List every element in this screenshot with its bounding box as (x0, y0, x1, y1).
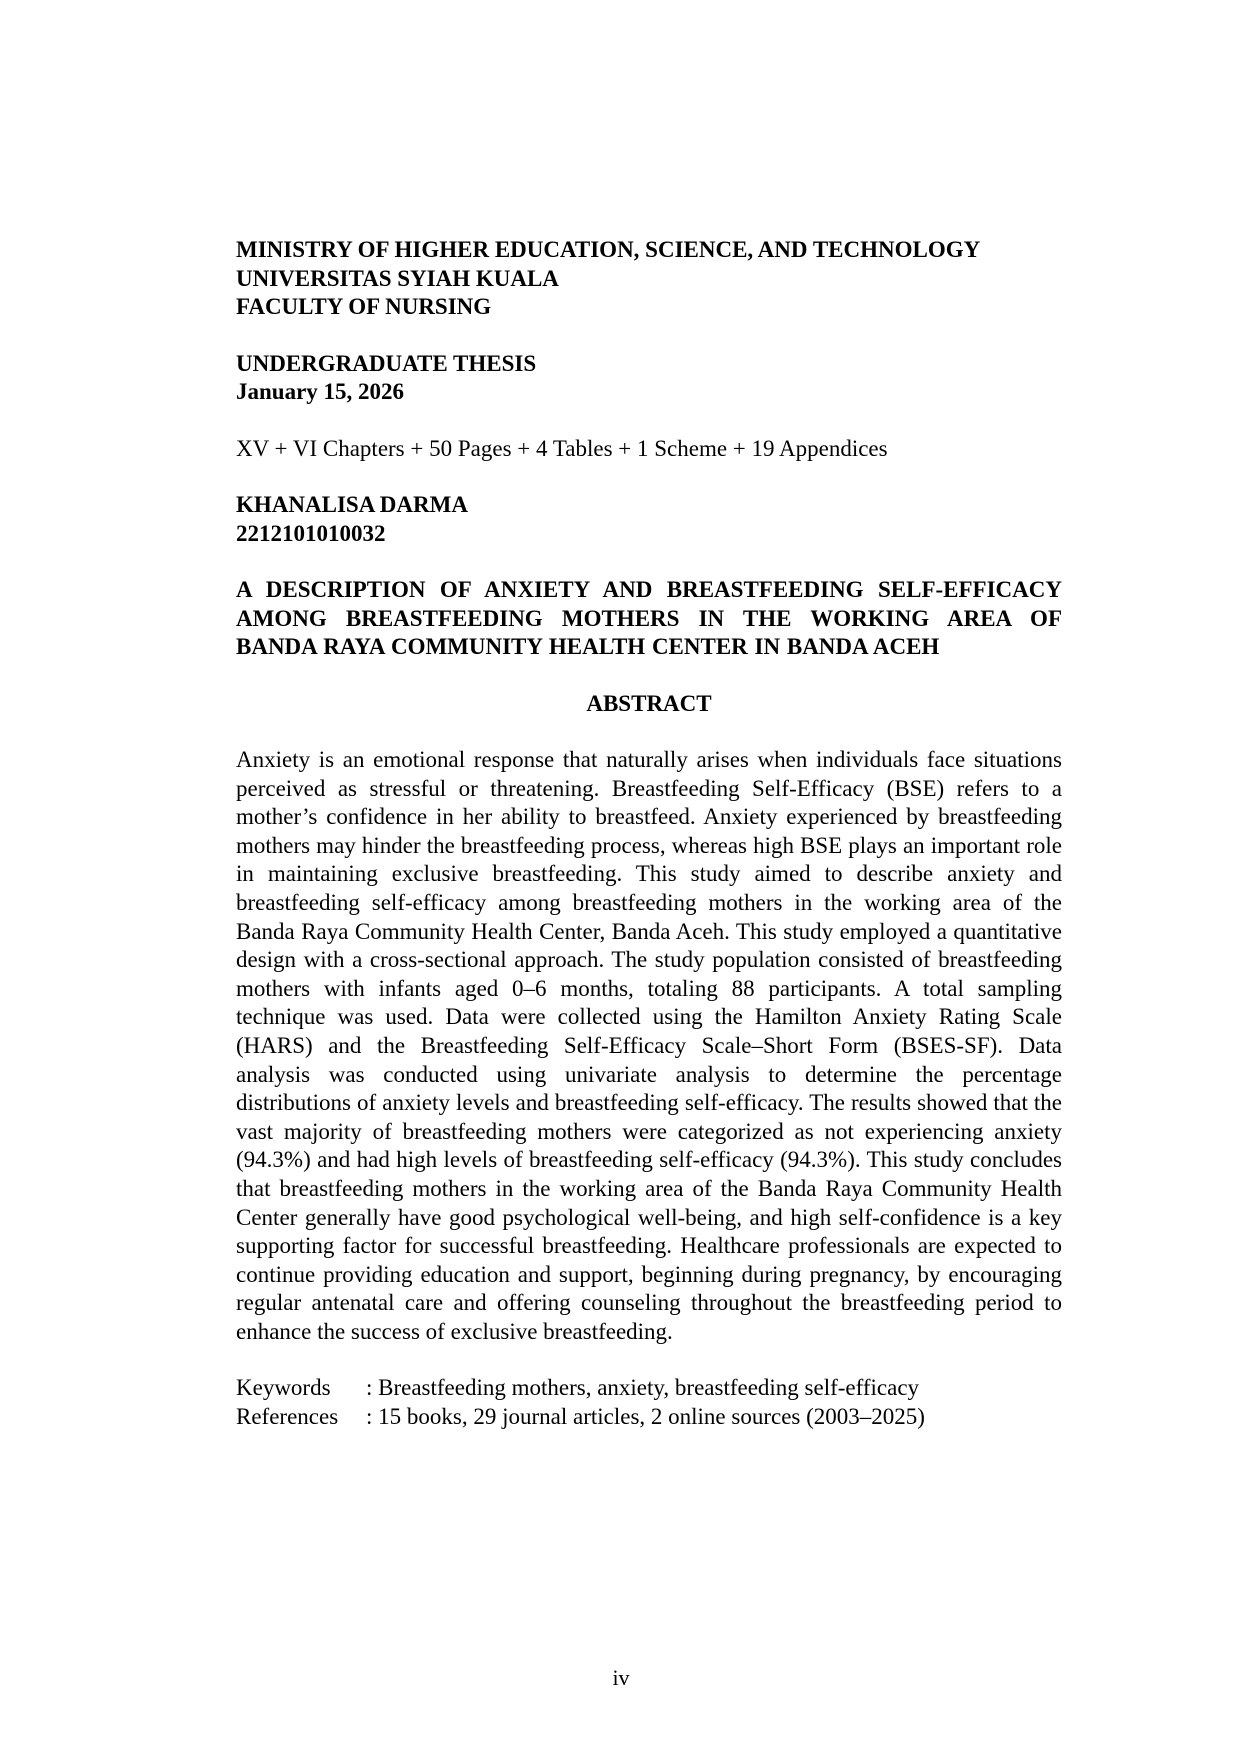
abstract-heading: ABSTRACT (586, 690, 712, 716)
thesis-info (236, 350, 1062, 407)
references-row (236, 1403, 1062, 1432)
institution-header (236, 236, 1062, 322)
keywords-row (236, 1374, 1062, 1403)
abstract-meta (236, 1374, 1062, 1431)
author-name: KHANALISA DARMA (236, 492, 468, 517)
author-info (236, 491, 1062, 548)
student-id: 2212101010032 (236, 520, 386, 546)
thesis-title: A DESCRIPTION OF ANXIETY AND BREASTFEEDING SELF-EFFICACY AMONG BREASTFEEDING MOTHERS IN THE WORKING AREA OF BANDA RAYA COMMUNITY HEALTH CENTER IN BANDA ACEH (236, 577, 1062, 659)
references-value: : 15 books, 29 journal articles, 2 online sources (2003–2025) (366, 1403, 925, 1429)
university-name: UNIVERSITAS SYIAH KUALA (236, 265, 559, 291)
keywords-label: Keywords (236, 1375, 331, 1401)
ministry-name: MINISTRY OF HIGHER EDUCATION, SCIENCE, AND TECHNOLOGY (236, 237, 981, 262)
keywords-value: : Breastfeeding mothers, anxiety, breastfeeding self-efficacy (366, 1375, 920, 1401)
thesis-type: UNDERGRADUATE THESIS (236, 350, 537, 376)
faculty-name: FACULTY OF NURSING (236, 294, 492, 319)
document-page (236, 236, 1062, 1431)
page-number: iv (612, 1665, 630, 1690)
thesis-date: January 15, 2026 (236, 379, 405, 404)
abstract-body: Anxiety is an emotional response that naturally arises when individuals face situations perceived as stressful or threatening. Breastfeeding Self-Efficacy (BSE) refers to a mother’s confidence in her ability to breastfeed. Anxiety experienced by breastfeeding mothers may hinder the breastfeeding process, whereas high BSE plays an important role in maintaining exclusive breastfeeding. This study aimed to describe anxiety and breastfeeding self-efficacy among breastfeeding mothers in the working area of the Banda Raya Community Health Center, Banda Aceh. This study employed a quantitative design with a cross-sectional approach. The study population consisted of breastfeeding mothers with infants aged 0–6 months, totaling 88 participants. A total sampling technique was used. Data were collected using the Hamilton Anxiety Rating Scale (HARS) and the Breastfeeding Self-Efficacy Scale–Short Form (BSES-SF). Data analysis was conducted using univariate analysis to determine the percentage distributions of anxiety levels and breastfeeding self-efficacy. The results showed that the vast majority of breastfeeding mothers were categorized as not experiencing anxiety (94.3%) and had high levels of breastfeeding self-efficacy (94.3%). This study concludes that breastfeeding mothers in the working area of the Banda Raya Community Health Center generally have good psychological well-being, and high self-confidence is a key supporting factor for successful breastfeeding. Healthcare professionals are expected to continue providing education and support, beginning during pregnancy, by encouraging regular antenatal care and offering counseling throughout the breastfeeding period to enhance the success of exclusive breastfeeding. (236, 747, 1062, 1344)
thesis-structure: XV + VI Chapters + 50 Pages + 4 Tables + 1 Scheme + 19 Appendices (236, 435, 888, 461)
references-label: References (236, 1403, 339, 1429)
